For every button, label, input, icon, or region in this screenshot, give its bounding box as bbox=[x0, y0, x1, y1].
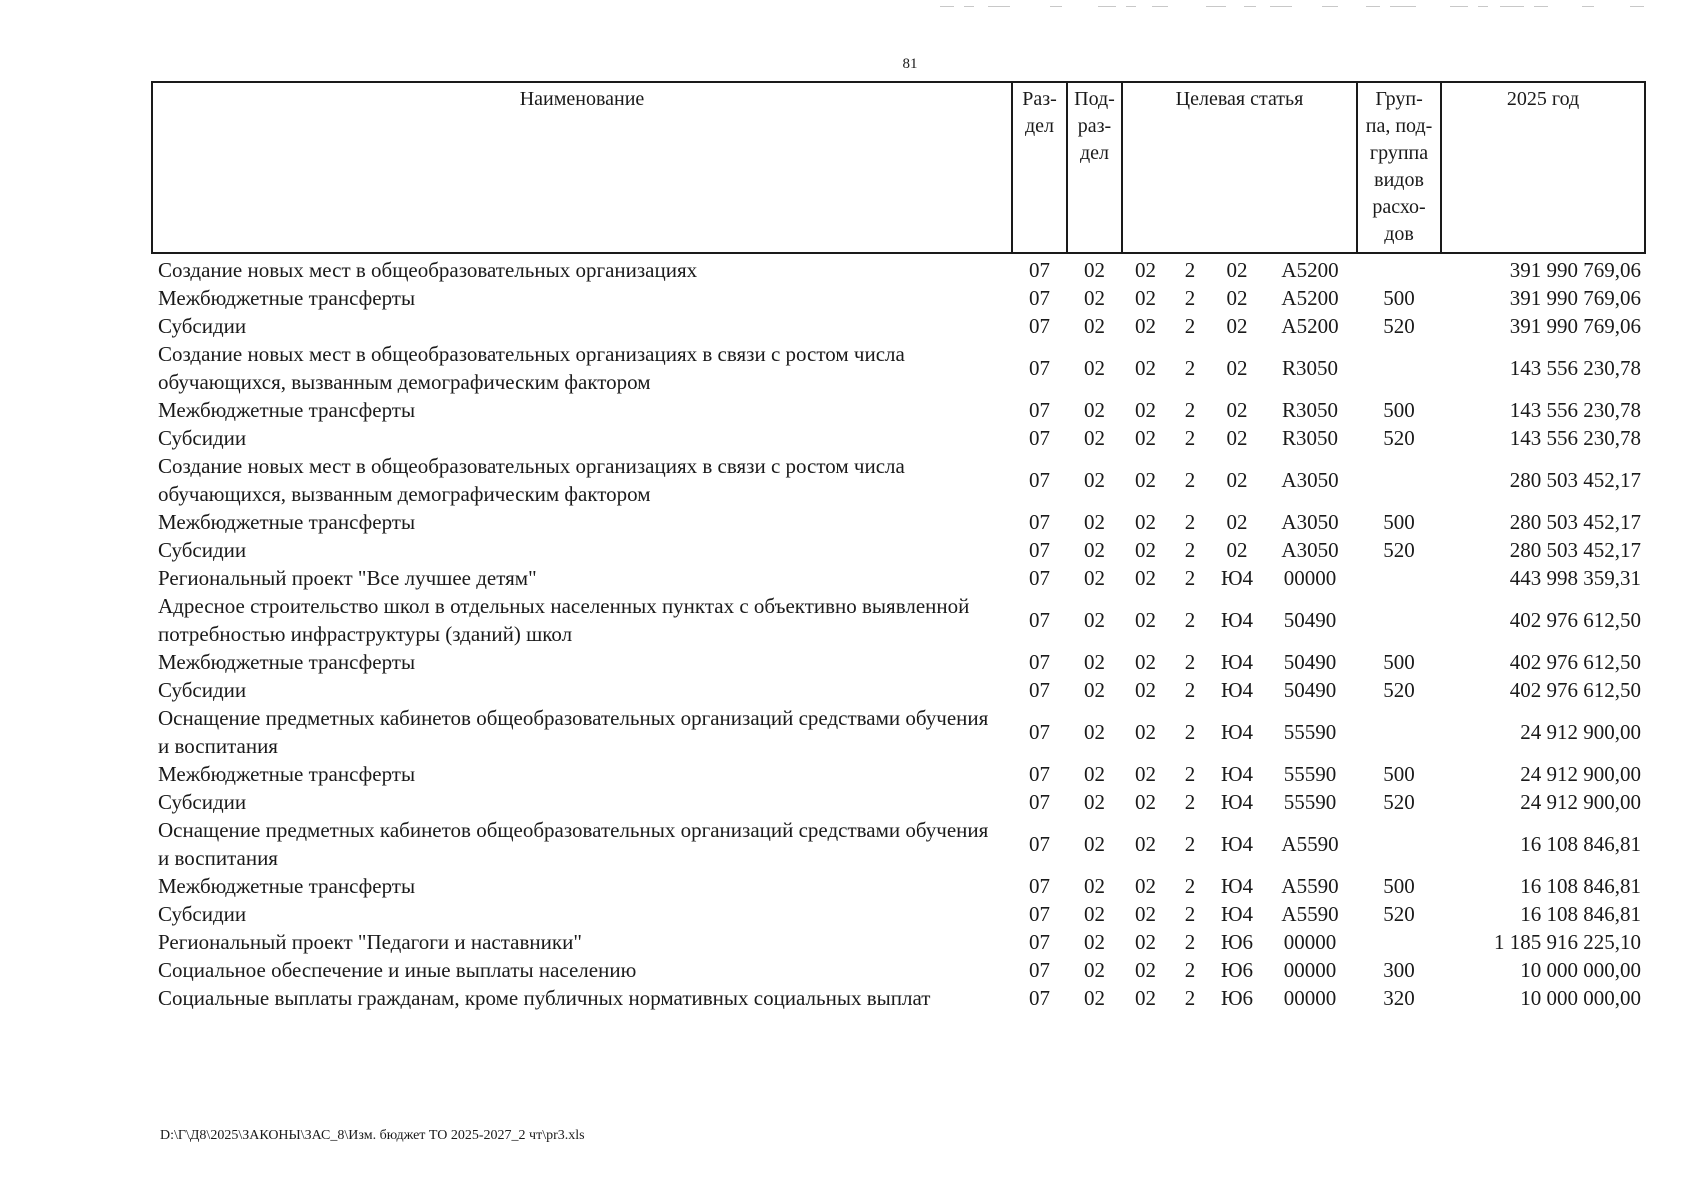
row-subsection: 02 bbox=[1084, 314, 1105, 338]
table-row bbox=[152, 676, 1645, 704]
footer-file-path: D:\Г\Д8\2025\ЗАКОНЫ\ЗАС_8\Изм. бюджет ТО 2025-2027_2 чт\pr3.xls bbox=[160, 1128, 585, 1143]
row-target-type: 2 bbox=[1184, 286, 1196, 310]
row-target-subprogram: 02 bbox=[1226, 426, 1248, 450]
row-target-type: 2 bbox=[1184, 720, 1196, 744]
row-target-direction: А5590 bbox=[1281, 874, 1339, 898]
row-target-type: 2 bbox=[1184, 790, 1196, 814]
row-name: Межбюджетные трансферты bbox=[158, 510, 416, 534]
row-target-subprogram: 02 bbox=[1226, 510, 1248, 534]
row-name: Субсидии bbox=[158, 790, 247, 814]
row-amount-2025: 10 000 000,00 bbox=[1520, 958, 1642, 982]
row-target-type: 2 bbox=[1184, 258, 1196, 282]
row-expense-group bbox=[1357, 253, 1441, 284]
row-subsection: 02 bbox=[1084, 874, 1105, 898]
row-target-subprogram: Ю4 bbox=[1220, 762, 1254, 786]
table-row bbox=[152, 424, 1645, 452]
row-expense-group bbox=[1357, 340, 1441, 396]
row-section: 07 bbox=[1029, 832, 1050, 856]
row-section: 07 bbox=[1029, 790, 1050, 814]
row-target-direction: А5200 bbox=[1281, 286, 1339, 310]
row-name: Создание новых мест в общеобразовательных организациях в связи с ростом числа обучающихся, вызванным демографическим фактором bbox=[158, 454, 905, 506]
row-section: 07 bbox=[1029, 720, 1050, 744]
row-target-program: 02 bbox=[1135, 468, 1156, 492]
row-amount-2025: 402 976 612,50 bbox=[1509, 678, 1642, 702]
row-amount-2025: 391 990 769,06 bbox=[1509, 286, 1642, 310]
row-amount-2025: 143 556 230,78 bbox=[1509, 426, 1642, 450]
row-name: Межбюджетные трансферты bbox=[158, 286, 416, 310]
row-expense-group: 500 bbox=[1383, 398, 1415, 422]
row-target-type: 2 bbox=[1184, 608, 1196, 632]
row-expense-group: 300 bbox=[1383, 958, 1415, 982]
row-amount-2025: 443 998 359,31 bbox=[1509, 566, 1642, 590]
row-target-direction: А3050 bbox=[1281, 510, 1339, 534]
header-year-2025: 2025 год bbox=[1441, 82, 1645, 253]
row-target-program: 02 bbox=[1135, 510, 1156, 534]
row-expense-group: 520 bbox=[1383, 426, 1415, 450]
row-target-direction: 55590 bbox=[1283, 720, 1337, 744]
row-amount-2025: 280 503 452,17 bbox=[1509, 538, 1642, 562]
row-target-program: 02 bbox=[1135, 720, 1156, 744]
row-target-subprogram: Ю4 bbox=[1220, 566, 1254, 590]
row-amount-2025: 402 976 612,50 bbox=[1509, 608, 1642, 632]
row-target-subprogram: Ю6 bbox=[1220, 930, 1254, 954]
header-subsection: Под- раз- дел bbox=[1067, 82, 1122, 253]
table-row bbox=[152, 648, 1645, 676]
row-name: Региональный проект "Все лучшее детям" bbox=[158, 566, 537, 590]
row-section: 07 bbox=[1029, 650, 1050, 674]
row-target-direction: А5590 bbox=[1281, 832, 1339, 856]
row-target-type: 2 bbox=[1184, 874, 1196, 898]
row-target-subprogram: 02 bbox=[1226, 538, 1248, 562]
table-row bbox=[152, 284, 1645, 312]
row-target-subprogram: Ю6 bbox=[1220, 958, 1254, 982]
row-section: 07 bbox=[1029, 426, 1050, 450]
table-row bbox=[152, 704, 1645, 760]
row-amount-2025: 24 912 900,00 bbox=[1520, 720, 1642, 744]
row-expense-group bbox=[1357, 816, 1441, 872]
row-expense-group bbox=[1357, 452, 1441, 508]
row-name: Создание новых мест в общеобразовательных организациях в связи с ростом числа обучающихся, вызванным демографическим фактором bbox=[158, 342, 905, 394]
row-target-subprogram: Ю4 bbox=[1220, 902, 1254, 926]
row-expense-group bbox=[1357, 564, 1441, 592]
row-target-program: 02 bbox=[1135, 958, 1156, 982]
row-amount-2025: 143 556 230,78 bbox=[1509, 398, 1642, 422]
row-name: Межбюджетные трансферты bbox=[158, 874, 416, 898]
row-name: Социальное обеспечение и иные выплаты населению bbox=[158, 958, 637, 982]
row-name: Оснащение предметных кабинетов общеобразовательных организаций средствами обучения и воспитания bbox=[158, 706, 989, 758]
row-target-subprogram: Ю4 bbox=[1220, 608, 1254, 632]
table-row bbox=[152, 452, 1645, 508]
row-section: 07 bbox=[1029, 538, 1050, 562]
row-expense-group: 320 bbox=[1383, 986, 1415, 1010]
row-target-program: 02 bbox=[1135, 650, 1156, 674]
row-target-direction: 00000 bbox=[1283, 930, 1337, 954]
header-target-article: Целевая статья bbox=[1122, 82, 1357, 253]
row-target-program: 02 bbox=[1135, 832, 1156, 856]
row-section: 07 bbox=[1029, 986, 1050, 1010]
table-row bbox=[152, 340, 1645, 396]
row-name: Межбюджетные трансферты bbox=[158, 762, 416, 786]
row-amount-2025: 16 108 846,81 bbox=[1520, 902, 1642, 926]
row-expense-group bbox=[1357, 704, 1441, 760]
row-subsection: 02 bbox=[1084, 426, 1105, 450]
row-target-program: 02 bbox=[1135, 426, 1156, 450]
row-target-direction: А3050 bbox=[1281, 468, 1339, 492]
row-subsection: 02 bbox=[1084, 608, 1105, 632]
table-row bbox=[152, 984, 1645, 1012]
row-subsection: 02 bbox=[1084, 538, 1105, 562]
row-amount-2025: 280 503 452,17 bbox=[1509, 468, 1642, 492]
row-amount-2025: 24 912 900,00 bbox=[1520, 790, 1642, 814]
row-section: 07 bbox=[1029, 902, 1050, 926]
table-row bbox=[152, 872, 1645, 900]
row-name: Субсидии bbox=[158, 426, 247, 450]
row-target-program: 02 bbox=[1135, 608, 1156, 632]
row-target-direction: 00000 bbox=[1283, 958, 1337, 982]
row-expense-group: 500 bbox=[1383, 874, 1415, 898]
row-target-type: 2 bbox=[1184, 930, 1196, 954]
row-section: 07 bbox=[1029, 258, 1050, 282]
table-row bbox=[152, 592, 1645, 648]
row-target-program: 02 bbox=[1135, 356, 1156, 380]
row-amount-2025: 391 990 769,06 bbox=[1509, 314, 1642, 338]
row-section: 07 bbox=[1029, 468, 1050, 492]
row-subsection: 02 bbox=[1084, 762, 1105, 786]
row-target-program: 02 bbox=[1135, 566, 1156, 590]
row-target-type: 2 bbox=[1184, 566, 1196, 590]
row-amount-2025: 1 185 916 225,10 bbox=[1494, 930, 1642, 954]
row-section: 07 bbox=[1029, 398, 1050, 422]
table-row bbox=[152, 956, 1645, 984]
header-section: Раз- дел bbox=[1012, 82, 1067, 253]
table-row bbox=[152, 396, 1645, 424]
row-target-subprogram: Ю6 bbox=[1220, 986, 1254, 1010]
header-expense-group: Груп- па, под- группа видов расхо- дов bbox=[1357, 82, 1441, 253]
row-target-subprogram: Ю4 bbox=[1220, 678, 1254, 702]
table-row bbox=[152, 312, 1645, 340]
row-target-subprogram: Ю4 bbox=[1220, 874, 1254, 898]
row-name: Оснащение предметных кабинетов общеобразовательных организаций средствами обучения и воспитания bbox=[158, 818, 989, 870]
row-target-direction: 55590 bbox=[1283, 790, 1337, 814]
table-row bbox=[152, 928, 1645, 956]
row-target-program: 02 bbox=[1135, 874, 1156, 898]
row-subsection: 02 bbox=[1084, 398, 1105, 422]
row-name: Субсидии bbox=[158, 314, 247, 338]
row-target-direction: 00000 bbox=[1283, 986, 1337, 1010]
table-header-row bbox=[152, 82, 1645, 253]
row-target-direction: 50490 bbox=[1283, 678, 1337, 702]
scan-artifact-marks bbox=[930, 0, 1650, 20]
row-target-program: 02 bbox=[1135, 398, 1156, 422]
row-subsection: 02 bbox=[1084, 286, 1105, 310]
row-target-program: 02 bbox=[1135, 678, 1156, 702]
row-target-type: 2 bbox=[1184, 538, 1196, 562]
row-subsection: 02 bbox=[1084, 930, 1105, 954]
row-target-direction: А5590 bbox=[1281, 902, 1339, 926]
row-expense-group: 520 bbox=[1383, 314, 1415, 338]
row-target-type: 2 bbox=[1184, 314, 1196, 338]
row-name: Межбюджетные трансферты bbox=[158, 398, 416, 422]
row-target-type: 2 bbox=[1184, 510, 1196, 534]
row-amount-2025: 280 503 452,17 bbox=[1509, 510, 1642, 534]
row-target-type: 2 bbox=[1184, 958, 1196, 982]
row-target-type: 2 bbox=[1184, 426, 1196, 450]
row-target-program: 02 bbox=[1135, 762, 1156, 786]
table-row bbox=[152, 564, 1645, 592]
row-target-program: 02 bbox=[1135, 790, 1156, 814]
row-target-subprogram: Ю4 bbox=[1220, 650, 1254, 674]
row-expense-group bbox=[1357, 592, 1441, 648]
row-target-subprogram: 02 bbox=[1226, 314, 1248, 338]
row-amount-2025: 391 990 769,06 bbox=[1509, 258, 1642, 282]
row-amount-2025: 10 000 000,00 bbox=[1520, 986, 1642, 1010]
row-target-subprogram: Ю4 bbox=[1220, 790, 1254, 814]
row-target-direction: 50490 bbox=[1283, 650, 1337, 674]
row-target-subprogram: 02 bbox=[1226, 258, 1248, 282]
row-subsection: 02 bbox=[1084, 650, 1105, 674]
row-section: 07 bbox=[1029, 356, 1050, 380]
row-name: Межбюджетные трансферты bbox=[158, 650, 416, 674]
row-expense-group: 520 bbox=[1383, 902, 1415, 926]
row-amount-2025: 24 912 900,00 bbox=[1520, 762, 1642, 786]
row-section: 07 bbox=[1029, 510, 1050, 534]
budget-table bbox=[151, 81, 1646, 1012]
row-target-direction: R3050 bbox=[1282, 426, 1339, 450]
row-target-type: 2 bbox=[1184, 986, 1196, 1010]
row-target-direction: А5200 bbox=[1281, 314, 1339, 338]
table-row bbox=[152, 816, 1645, 872]
row-name: Социальные выплаты гражданам, кроме публичных нормативных социальных выплат bbox=[158, 986, 931, 1010]
row-section: 07 bbox=[1029, 678, 1050, 702]
row-target-program: 02 bbox=[1135, 538, 1156, 562]
row-subsection: 02 bbox=[1084, 678, 1105, 702]
table-row bbox=[152, 900, 1645, 928]
row-target-subprogram: Ю4 bbox=[1220, 720, 1254, 744]
row-expense-group: 500 bbox=[1383, 286, 1415, 310]
row-target-program: 02 bbox=[1135, 286, 1156, 310]
row-subsection: 02 bbox=[1084, 720, 1105, 744]
row-amount-2025: 402 976 612,50 bbox=[1509, 650, 1642, 674]
row-subsection: 02 bbox=[1084, 356, 1105, 380]
row-name: Создание новых мест в общеобразовательных организациях bbox=[158, 258, 698, 282]
row-section: 07 bbox=[1029, 874, 1050, 898]
row-section: 07 bbox=[1029, 608, 1050, 632]
row-section: 07 bbox=[1029, 930, 1050, 954]
table-row bbox=[152, 760, 1645, 788]
row-subsection: 02 bbox=[1084, 258, 1105, 282]
row-target-direction: А5200 bbox=[1281, 258, 1339, 282]
row-target-subprogram: 02 bbox=[1226, 356, 1248, 380]
row-amount-2025: 143 556 230,78 bbox=[1509, 356, 1642, 380]
row-expense-group: 520 bbox=[1383, 678, 1415, 702]
row-subsection: 02 bbox=[1084, 510, 1105, 534]
table-row bbox=[152, 788, 1645, 816]
row-target-type: 2 bbox=[1184, 650, 1196, 674]
row-target-type: 2 bbox=[1184, 468, 1196, 492]
row-target-subprogram: Ю4 bbox=[1220, 832, 1254, 856]
row-section: 07 bbox=[1029, 286, 1050, 310]
page-number: 81 bbox=[902, 56, 918, 72]
row-name: Адресное строительство школ в отдельных населенных пунктах с объективно выявленной потребностью инфраструктуры (зданий) школ bbox=[158, 594, 970, 646]
row-target-direction: 00000 bbox=[1283, 566, 1337, 590]
row-name: Субсидии bbox=[158, 902, 247, 926]
table-row bbox=[152, 536, 1645, 564]
row-section: 07 bbox=[1029, 762, 1050, 786]
row-subsection: 02 bbox=[1084, 468, 1105, 492]
row-target-direction: R3050 bbox=[1282, 356, 1339, 380]
row-name: Субсидии bbox=[158, 678, 247, 702]
table-row bbox=[152, 508, 1645, 536]
table-row bbox=[152, 253, 1645, 284]
row-target-type: 2 bbox=[1184, 762, 1196, 786]
row-name: Субсидии bbox=[158, 538, 247, 562]
row-target-type: 2 bbox=[1184, 902, 1196, 926]
row-section: 07 bbox=[1029, 314, 1050, 338]
row-target-type: 2 bbox=[1184, 678, 1196, 702]
row-target-program: 02 bbox=[1135, 930, 1156, 954]
row-target-direction: 50490 bbox=[1283, 608, 1337, 632]
row-subsection: 02 bbox=[1084, 986, 1105, 1010]
header-name: Наименование bbox=[152, 82, 1012, 253]
row-target-direction: 55590 bbox=[1283, 762, 1337, 786]
row-expense-group: 500 bbox=[1383, 510, 1415, 534]
row-name: Региональный проект "Педагоги и наставники" bbox=[158, 930, 582, 954]
row-section: 07 bbox=[1029, 566, 1050, 590]
row-expense-group: 500 bbox=[1383, 762, 1415, 786]
row-expense-group: 500 bbox=[1383, 650, 1415, 674]
row-target-type: 2 bbox=[1184, 398, 1196, 422]
row-target-subprogram: 02 bbox=[1226, 468, 1248, 492]
row-target-direction: А3050 bbox=[1281, 538, 1339, 562]
row-target-direction: R3050 bbox=[1282, 398, 1339, 422]
row-subsection: 02 bbox=[1084, 958, 1105, 982]
row-subsection: 02 bbox=[1084, 902, 1105, 926]
row-target-type: 2 bbox=[1184, 832, 1196, 856]
row-target-subprogram: 02 bbox=[1226, 398, 1248, 422]
row-subsection: 02 bbox=[1084, 832, 1105, 856]
row-target-subprogram: 02 bbox=[1226, 286, 1248, 310]
row-section: 07 bbox=[1029, 958, 1050, 982]
row-expense-group: 520 bbox=[1383, 790, 1415, 814]
row-target-program: 02 bbox=[1135, 902, 1156, 926]
row-amount-2025: 16 108 846,81 bbox=[1520, 874, 1642, 898]
row-target-program: 02 bbox=[1135, 314, 1156, 338]
row-expense-group: 520 bbox=[1383, 538, 1415, 562]
row-expense-group bbox=[1357, 928, 1441, 956]
row-subsection: 02 bbox=[1084, 566, 1105, 590]
row-target-program: 02 bbox=[1135, 258, 1156, 282]
row-target-program: 02 bbox=[1135, 986, 1156, 1010]
row-subsection: 02 bbox=[1084, 790, 1105, 814]
row-target-type: 2 bbox=[1184, 356, 1196, 380]
row-amount-2025: 16 108 846,81 bbox=[1520, 832, 1642, 856]
